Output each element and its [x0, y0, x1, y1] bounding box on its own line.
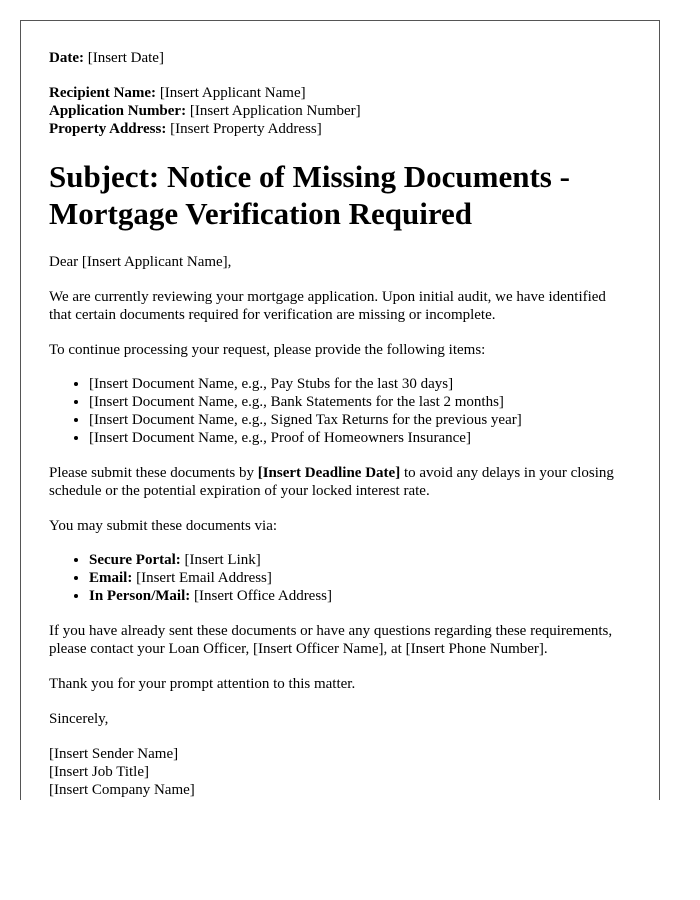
letter-page: [20, 20, 660, 800]
recipient-line: [49, 84, 629, 102]
date-line: [49, 49, 629, 67]
property-value: [Insert Property Address]: [170, 121, 322, 137]
intro-paragraph: We are currently reviewing your mortgage application. Upon initial audit, we have identified that certain documents required for verification are missing or incomplete.: [49, 289, 606, 323]
application-value: [Insert Application Number]: [189, 103, 361, 119]
questions-paragraph: If you have already sent these documents or have any questions regarding these requirements, please contact your Loan Officer, [Insert Officer Name], at [Insert Phone Number].: [49, 623, 613, 657]
greeting: Dear [Insert Applicant Name],: [49, 254, 232, 270]
signature-block: [49, 745, 629, 799]
deadline-after: to avoid any delays in your closing schedule or the potential expiration of your locked interest rate.: [49, 465, 614, 499]
application-label: Application Number:: [49, 103, 187, 119]
date-label: Date:: [49, 50, 84, 66]
list-item: • [Insert Document Name, e.g., Signed Tax Returns for the previous year]: [89, 411, 629, 429]
property-line: [49, 120, 629, 138]
deadline-paragraph: [49, 464, 629, 500]
letter-content: [49, 21, 629, 799]
sender-company: [Insert Company Name]: [49, 782, 195, 798]
recipient-block: [49, 84, 629, 138]
closing: Sincerely,: [49, 711, 109, 727]
method-in-person-mail: [89, 587, 629, 605]
deadline-date: [Insert Deadline Date]: [257, 465, 401, 481]
method-value: [Insert Email Address]: [132, 570, 272, 586]
property-label: Property Address:: [49, 121, 167, 137]
list-item: • [Insert Document Name, e.g., Proof of Homeowners Insurance]: [89, 429, 629, 447]
list-item: • [Insert Document Name, e.g., Pay Stubs for the last 30 days]: [89, 375, 629, 393]
sender-name: [Insert Sender Name]: [49, 746, 179, 762]
method-label: In Person/Mail:: [89, 588, 191, 604]
recipient-value: [Insert Applicant Name]: [159, 85, 306, 101]
method-value: [Insert Office Address]: [190, 588, 333, 604]
recipient-label: Recipient Name:: [49, 85, 157, 101]
date-value: [Insert Date]: [87, 50, 164, 66]
method-label: Secure Portal:: [89, 552, 181, 568]
deadline-before: Please submit these documents by: [49, 465, 258, 481]
application-line: [49, 102, 629, 120]
items-intro: To continue processing your request, please provide the following items:: [49, 342, 486, 358]
method-secure-portal: [89, 551, 629, 569]
method-value: [Insert Link]: [180, 552, 261, 568]
date-block: [49, 49, 629, 67]
thanks-paragraph: Thank you for your prompt attention to this matter.: [49, 676, 356, 692]
sender-title: [Insert Job Title]: [49, 764, 150, 780]
document-list: [49, 375, 629, 447]
method-email: [89, 569, 629, 587]
subject-heading: Subject: Notice of Missing Documents - Mortgage Verification Required: [49, 159, 570, 231]
submit-intro: You may submit these documents via:: [49, 518, 278, 534]
submission-methods-list: [49, 551, 629, 605]
method-label: Email:: [89, 570, 133, 586]
list-item: • [Insert Document Name, e.g., Bank Statements for the last 2 months]: [89, 393, 629, 411]
